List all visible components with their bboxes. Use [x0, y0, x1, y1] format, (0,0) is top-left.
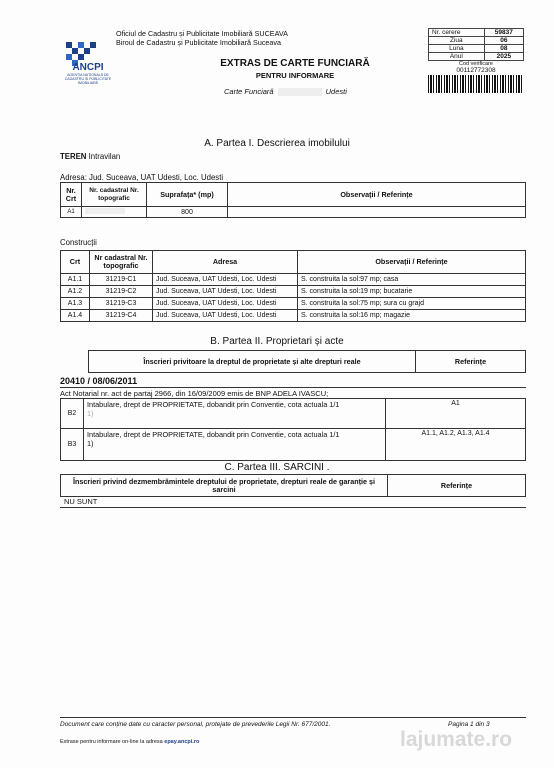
adresa-value: Jud. Suceava, UAT Udesti, Loc. Udesti	[89, 173, 224, 182]
document-title: EXTRAS DE CARTE FUNCIARĂ	[220, 58, 370, 69]
partea-1-heading: A. Partea I. Descrierea imobilului	[204, 138, 350, 149]
adresa-line	[60, 173, 223, 182]
partea-2-header-table	[88, 350, 526, 373]
partea-3-col-inscrieri: Înscrieri privind dezmembrămintele dreptului de proprietate, drepturi reale de garanție și sarcini	[61, 475, 388, 497]
table-row	[61, 399, 526, 429]
ziua-value: 06	[484, 37, 523, 45]
land-col-nrcrt: Nr. Crt	[61, 183, 82, 207]
cod-verificare-value: 00112772308	[456, 67, 496, 74]
bld-type: bucatarie	[383, 288, 413, 295]
partea-2-col-referinte: Referințe	[416, 351, 526, 373]
partea-3-heading: C. Partea III. SARCINI .	[224, 462, 330, 473]
land-cell: 800	[147, 207, 228, 218]
bld-col-observatii: Observații / Referințe	[298, 251, 526, 274]
entry-id: B2	[61, 399, 84, 429]
bld-surface: S. construita la sol:75 mp;	[301, 300, 382, 307]
bld-surface: S. construita la sol:19 mp;	[301, 288, 382, 295]
table-row	[61, 286, 526, 298]
bld-cell-observatii	[298, 298, 526, 310]
buildings-table	[60, 250, 526, 322]
bld-cell-cadastral: 31219-C1	[90, 274, 153, 286]
barcode	[428, 75, 522, 93]
ziua-label: Ziua	[429, 37, 485, 45]
act-notarial: Act Notarial nr. act de partaj 2966, din 16/09/2009 emis de BNP ADELA IVASCU;	[60, 389, 329, 398]
partea-3-col-referinte: Referințe	[388, 475, 526, 497]
land-cell	[82, 207, 147, 218]
watermark: lajumate.ro	[400, 728, 513, 751]
teren-value: Intravilan	[88, 152, 121, 161]
carte-funciara-locality: Udesti	[325, 87, 347, 96]
land-cell: A1	[61, 207, 82, 218]
table-row	[61, 298, 526, 310]
bld-cell-adresa: Jud. Suceava, UAT Udesti, Loc. Udesti	[153, 274, 298, 286]
anul-label: Anul	[429, 53, 485, 61]
bld-col-adresa: Adresa	[153, 251, 298, 274]
land-col-observatii: Observații / Referințe	[228, 183, 526, 207]
anul-value: 2025	[484, 53, 523, 61]
entry-sub: 1)	[87, 439, 94, 448]
bld-cell-cadastral: 31219-C3	[90, 298, 153, 310]
bld-cell-adresa: Jud. Suceava, UAT Udesti, Loc. Udesti	[153, 310, 298, 322]
divider	[60, 507, 526, 508]
entry-text	[84, 399, 386, 429]
land-col-cadastral: Nr. cadastral Nr. topografic	[82, 183, 147, 207]
nr-cerere-value: 59837	[484, 29, 523, 37]
table-row	[61, 310, 526, 322]
entry-text	[84, 429, 386, 461]
bld-cell-observatii	[298, 274, 526, 286]
entry-description: Intabulare, drept de PROPRIETATE, dobandit prin Conventie, cota actuala 1/1	[87, 430, 340, 439]
footer-extras-prefix: Extrase pentru informare on-line la adresa	[60, 739, 163, 745]
entry-description: Intabulare, drept de PROPRIETATE, dobandit prin Conventie, cota actuala 1/1	[87, 400, 340, 409]
teren-line	[60, 152, 120, 161]
bld-col-crt: Crt	[61, 251, 90, 274]
bld-cell-crt: A1.2	[61, 286, 90, 298]
partea-2-col-inscrieri: Înscrieri privitoare la dreptul de proprietate și alte drepturi reale	[89, 351, 416, 373]
bld-cell-adresa: Jud. Suceava, UAT Udesti, Loc. Udesti	[153, 298, 298, 310]
constructii-label: Construcții	[60, 238, 97, 247]
bld-cell-observatii	[298, 286, 526, 298]
bld-cell-adresa: Jud. Suceava, UAT Udesti, Loc. Udesti	[153, 286, 298, 298]
nr-cerere-label: Nr. cerere	[429, 29, 485, 37]
office-line-1: Oficiul de Cadastru și Publicitate Imobiliară SUCEAVA	[116, 29, 288, 38]
bld-type: casa	[383, 276, 399, 283]
bld-cell-cadastral: 31219-C4	[90, 310, 153, 322]
logo-text: ANCPI	[72, 62, 104, 73]
redacted-number	[278, 88, 322, 96]
bld-type: magazie	[383, 312, 410, 319]
table-row	[61, 274, 526, 286]
entry-ref: A1	[386, 399, 526, 429]
divider	[60, 387, 526, 388]
entry-id: B3	[61, 429, 84, 461]
footer-extras-link[interactable]: epay.ancpi.ro	[164, 739, 200, 745]
request-info-box	[428, 28, 524, 61]
footer-note: Document care conține date cu caracter personal, protejate de prevederile Legii Nr. 677/2001.	[60, 721, 331, 728]
sarcini-value: NU SUNT	[64, 497, 98, 506]
entry-ref: A1.1, A1.2, A1.3, A1.4	[386, 429, 526, 461]
carte-funciara-line	[224, 87, 347, 96]
table-row	[61, 429, 526, 461]
partea-3-table	[60, 474, 526, 497]
footer-page: Pagina 1 din 3	[448, 721, 490, 728]
table-row	[61, 207, 526, 218]
cod-verificare-label: Cod verificare	[459, 61, 493, 67]
bld-type: sura cu grajd	[383, 300, 424, 307]
bld-cell-observatii	[298, 310, 526, 322]
entry-number: 20410 / 08/06/2011	[60, 376, 138, 386]
bld-surface: S. construita la sol:16 mp;	[301, 312, 382, 319]
bld-cell-crt: A1.4	[61, 310, 90, 322]
luna-label: Luna	[429, 45, 485, 53]
luna-value: 08	[484, 45, 523, 53]
bld-col-cadastral: Nr cadastral Nr. topografic	[90, 251, 153, 274]
logo-subtext: AGENȚIA NAȚIONALĂ DE CADASTRU ȘI PUBLICITATE IMOBILIARĂ	[64, 73, 112, 85]
adresa-label: Adresa:	[60, 173, 87, 182]
bld-surface: S. construita la sol:97 mp;	[301, 276, 382, 283]
bld-cell-cadastral: 31219-C2	[90, 286, 153, 298]
land-table	[60, 182, 526, 218]
teren-label: TEREN	[60, 152, 87, 161]
land-col-suprafata: Suprafața* (mp)	[147, 183, 228, 207]
entry-sub: 1)	[87, 409, 94, 418]
document-subtitle: PENTRU INFORMARE	[255, 71, 335, 80]
partea-2-entries-table	[60, 398, 526, 461]
bld-cell-crt: A1.1	[61, 274, 90, 286]
carte-funciara-label: Carte Funciară	[224, 87, 274, 96]
footer-divider	[60, 717, 526, 718]
land-cell	[228, 207, 526, 218]
partea-2-heading: B. Partea II. Proprietari și acte	[210, 336, 344, 347]
office-line-2: Biroul de Cadastru și Publicitate Imobiliară Suceava	[116, 38, 281, 47]
footer-extras	[60, 739, 199, 745]
redacted-cadastral	[85, 208, 125, 214]
bld-cell-crt: A1.3	[61, 298, 90, 310]
